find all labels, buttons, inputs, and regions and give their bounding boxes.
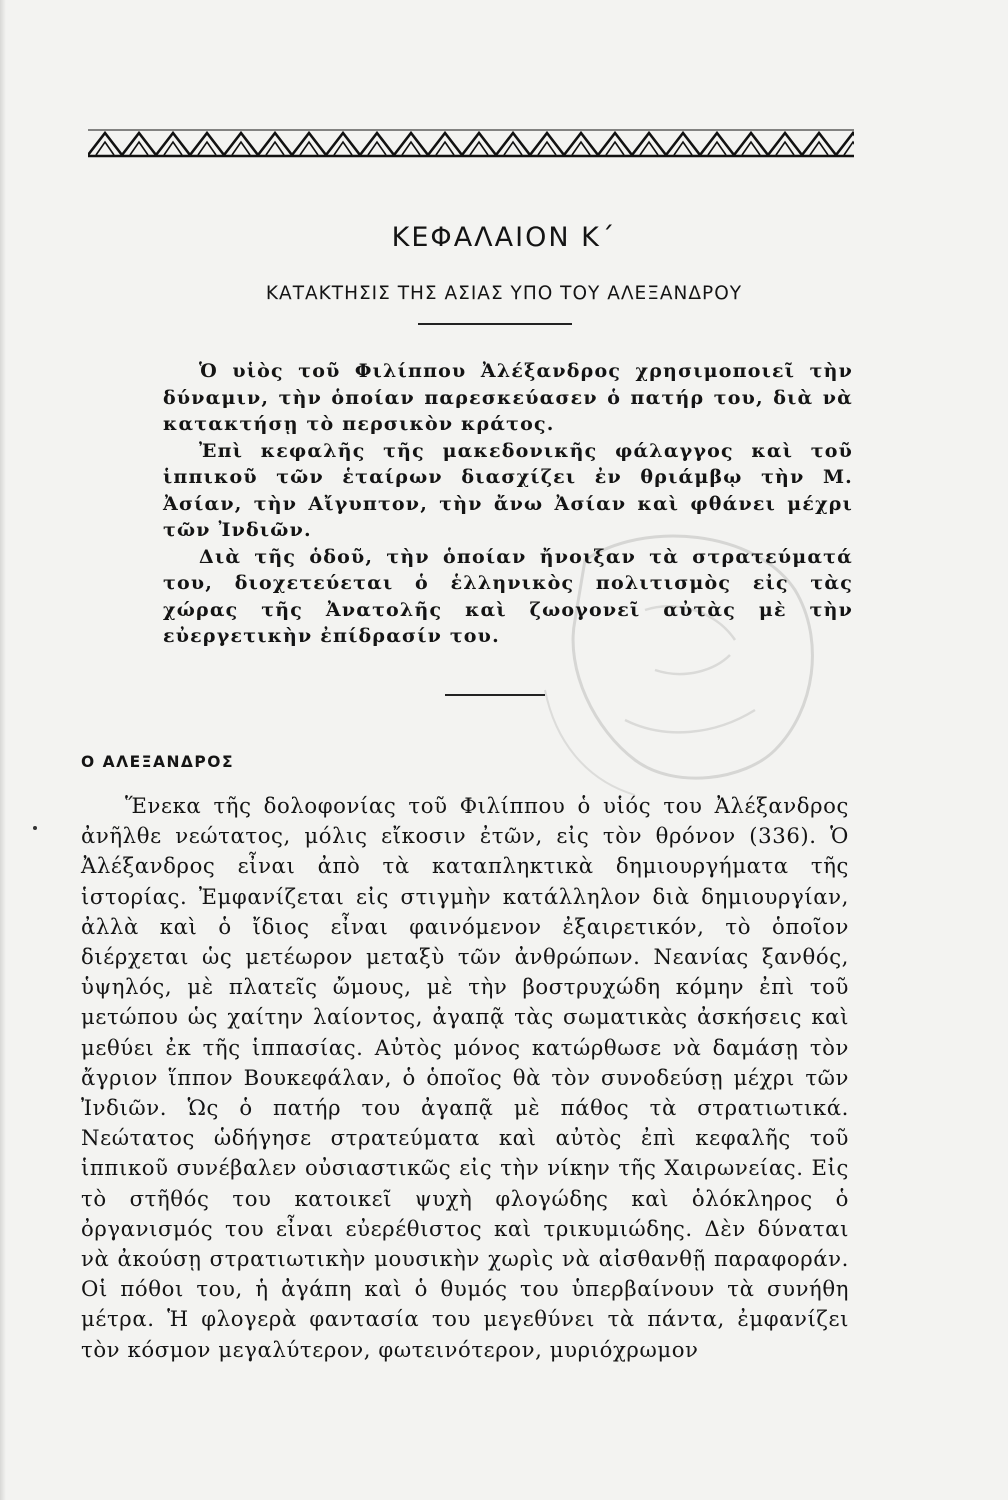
ornament-triangle bbox=[564, 133, 598, 155]
ornament-inner-chevron bbox=[606, 142, 624, 155]
ornament-inner-chevron bbox=[640, 142, 658, 155]
ornament-triangle bbox=[666, 133, 700, 155]
summary-paragraph: Ὁ υἱὸς τοῦ Φιλίππου Ἀλέξανδρος χρησιμοποιεῖ τὴν δύναμιν, τὴν ὁποίαν παρεσκεύασεν ὁ πατήρ του, διὰ νὰ κατακτήσῃ τὸ περσικὸν κράτος. bbox=[163, 360, 853, 435]
ornament-triangle bbox=[326, 133, 360, 155]
ornament-triangle bbox=[394, 133, 428, 155]
section-body bbox=[81, 791, 849, 1365]
summary-divider-rule bbox=[445, 694, 545, 696]
ornament-triangle bbox=[632, 133, 666, 155]
ornament-triangle bbox=[88, 133, 122, 155]
ornament-triangle bbox=[768, 133, 802, 155]
ornament-inner-chevron bbox=[538, 142, 556, 155]
summary-paragraph: Διὰ τῆς ὁδοῦ, τὴν ὁποίαν ἤνοιξαν τὰ στρατεύματά του, διοχετεύεται ὁ ἑλληνικὸς πολιτισμὸς εἰς τὰς χώρας τῆς Ἀνατολῆς καὶ ζωογονεῖ αὐτὰς μὲ τὴν εὐεργετικὴν ἐπίδρασίν του. bbox=[163, 545, 853, 647]
ornament-inner-chevron bbox=[266, 142, 284, 155]
ornament-inner-chevron bbox=[504, 142, 522, 155]
ornament-triangle bbox=[734, 133, 768, 155]
ornament-triangle bbox=[428, 133, 462, 155]
decorative-ornament-band bbox=[88, 128, 854, 158]
ornament-inner-chevron bbox=[810, 142, 828, 155]
ornament-inner-chevron bbox=[470, 142, 488, 155]
ornament-inner-chevron bbox=[334, 142, 352, 155]
ornament-triangle bbox=[802, 133, 836, 155]
section-heading: Ο ΑΛΕΞΑΝΔΡΟΣ bbox=[81, 753, 235, 771]
ornament-inner-chevron bbox=[742, 142, 760, 155]
ornament-inner-chevron bbox=[198, 142, 216, 155]
body-paragraph: Ἕνεκα τῆς δολοφονίας τοῦ Φιλίππου ὁ υἱός του Ἀλέξανδρος ἀνῆλθε νεώτατος, μόλις εἴκοσιν ἐτῶν, εἰς τὸν θρόνον (336). Ὁ Ἀλέξανδρος εἶναι ἀπὸ τὰ καταπληκτικὰ δημιουργήματα τῆς ἱστορίας. Ἐμφανίζεται εἰς στιγμὴν κατάλληλον διὰ δημιουργίαν, ἀλλὰ καὶ ὁ ἴδιος εἶναι φαινόμενον ἐξαιρετικόν, τὸ ὁποῖον διέρχεται ὡς μετέωρον μεταξὺ τῶν ἀνθρώπων. Νεανίας ξανθός, ὑψηλός, μὲ πλατεῖς ὤμους, μὲ τὴν βοστρυχώδη κόμην ἐπὶ τοῦ μετώπου ὡς χαίτην λαίοντος, ἀγαπᾷ τὰς σωματικὰς ἀσκήσεις καὶ μεθύει ἐκ τῆς ἱππασίας. Αὐτὸς μόνος κατώρθωσε νὰ δαμάσῃ τὸν ἄγριον ἵππον Βουκεφάλαν, ὁ ὁποῖος θὰ τὸν συνοδεύσῃ μέχρι τῶν Ἰνδιῶν. Ὡς ὁ πατήρ του ἀγαπᾷ μὲ πάθος τὰ στρατιωτικά. Νεώτατος ὡδήγησε στρατεύματα καὶ αὐτὸς ἐπὶ κεφαλῆς τοῦ ἱππικοῦ συνέβαλεν οὐσιαστικῶς εἰς τὴν νίκην τῆς Χαιρωνείας. Εἰς τὸ στῆθός του κατοικεῖ ψυχὴ φλογώδης καὶ ὁλόκληρος ὁ ὀργανισμός του εἶναι εὐερέθιστος καὶ τρικυμιώδης. Δὲν δύναται νὰ ἀκούσῃ στρατιωτικὴν μουσικὴν χωρὶς νὰ αἰσθανθῇ παραφοράν. Οἱ πόθοι του, ἡ ἀγάπη καὶ ὁ θυμός του ὑπερβαίνουν τὰ συνήθη μέτρα. Ἡ φλογερὰ φαντασία του μεγεθύνει τὰ πάντα, ἐμφανίζει τὸν κόσμον μεγαλύτερον, φωτεινότερον, μυριόχρωμον bbox=[81, 793, 849, 1362]
ornament-triangle bbox=[156, 133, 190, 155]
chapter-summary bbox=[163, 358, 853, 650]
ornament-triangle bbox=[292, 133, 326, 155]
ornament-triangle bbox=[224, 133, 258, 155]
ornament-inner-chevron bbox=[300, 142, 318, 155]
ornament-inner-chevron bbox=[164, 142, 182, 155]
ornament-inner-chevron bbox=[436, 142, 454, 155]
ornament-inner-chevron bbox=[130, 142, 148, 155]
chapter-subtitle: ΚΑΤΑΚΤΗΣΙΣ ΤΗΣ ΑΣΙΑΣ ΥΠΟ ΤΟΥ ΑΛΕΞΑΝΔΡΟΥ bbox=[265, 283, 743, 304]
ornament-triangle bbox=[530, 133, 564, 155]
ornament-inner-chevron bbox=[402, 142, 420, 155]
ornament-inner-chevron bbox=[708, 142, 726, 155]
ornament-inner-chevron bbox=[776, 142, 794, 155]
chapter-title: ΚΕΦΑΛΑΙΟΝ Κ΄ bbox=[391, 222, 617, 253]
summary-paragraph: Ἐπὶ κεφαλῆς τῆς μακεδονικῆς φάλαγγος καὶ τοῦ ἱππικοῦ τῶν ἑταίρων διασχίζει ἐν θριάμβῳ τὴν Μ. Ἀσίαν, τὴν Αἴγυπτον, τὴν ἄνω Ἀσίαν καὶ φθάνει μέχρι τῶν Ἰνδιῶν. bbox=[163, 439, 853, 541]
ornament-triangle bbox=[598, 133, 632, 155]
ornament-triangle bbox=[190, 133, 224, 155]
ornament-inner-chevron bbox=[232, 142, 250, 155]
ornament-inner-chevron bbox=[96, 142, 114, 155]
ornament-triangle bbox=[496, 133, 530, 155]
ornament-triangle bbox=[360, 133, 394, 155]
ornament-inner-chevron bbox=[368, 142, 386, 155]
ornament-triangle bbox=[700, 133, 734, 155]
ornament-inner-chevron bbox=[572, 142, 590, 155]
ornament-triangle bbox=[462, 133, 496, 155]
ornament-inner-chevron bbox=[674, 142, 692, 155]
margin-speck bbox=[33, 826, 37, 830]
ornament-triangle bbox=[258, 133, 292, 155]
title-divider-rule bbox=[418, 323, 572, 325]
ornament-triangle bbox=[122, 133, 156, 155]
